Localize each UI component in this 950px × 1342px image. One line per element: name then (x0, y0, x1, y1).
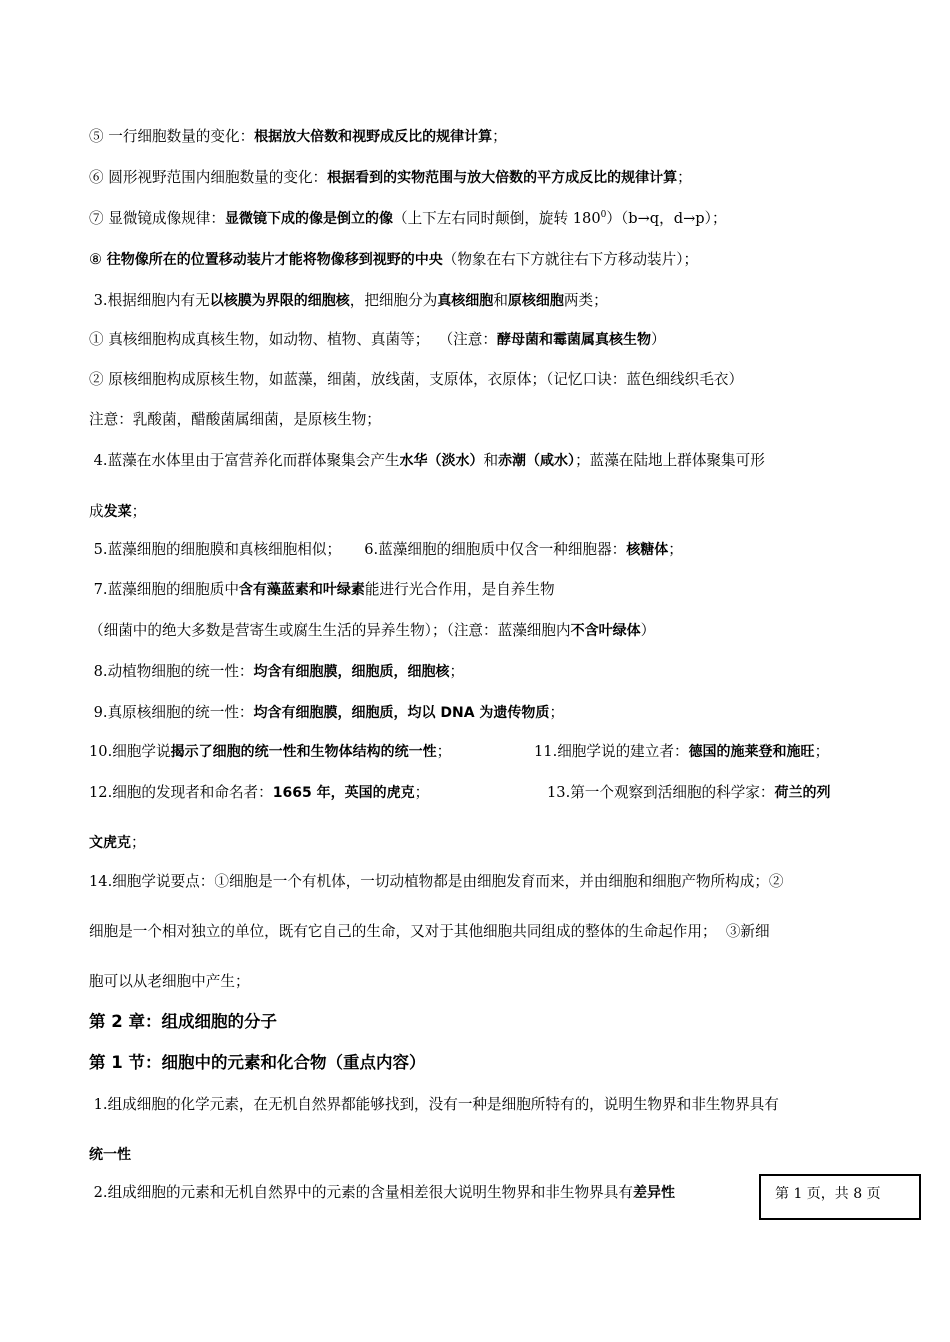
text: 11.细胞学说的建立者： (534, 743, 689, 760)
text: ； (436, 743, 452, 760)
text: 和 (483, 452, 499, 469)
text: 1.组成细胞的化学元素，在无机自然界都能够找到，没有一种是细胞所特有的，说明生物界和非生物界具有 (89, 1096, 779, 1113)
text: 两类； (563, 292, 608, 309)
text: 2.组成细胞的元素和无机自然界中的元素的含量相差很大说明生物界和非生物界具有 (89, 1184, 633, 1201)
text: （物象在右下方就往右下方移动装片）； (442, 251, 699, 268)
line (89, 922, 770, 942)
line (89, 250, 698, 270)
bold-text: 荷兰的列 (774, 785, 831, 801)
line (89, 872, 784, 892)
line (89, 410, 381, 430)
text: ⑦ 显微镜成像规律： (89, 210, 225, 227)
text: ； (549, 704, 565, 721)
bold-text: 均含有细胞膜，细胞质，细胞核 (253, 664, 450, 680)
text: 9.真原核细胞的统一性： (89, 704, 254, 721)
bold-text: 1665 年，英国的虎克 (272, 785, 415, 801)
bold-text: 德国的施莱登和施旺 (688, 744, 815, 760)
text: 注意：乳酸菌，醋酸菌属细菌，是原核生物； (89, 411, 381, 428)
text: 成 (89, 503, 104, 520)
text: （上下左右同时颠倒，旋转 180 (392, 210, 601, 227)
text: 3.根据细胞内有无 (89, 292, 210, 309)
text: ； (131, 834, 146, 851)
text: ； (492, 128, 507, 145)
text: ⑥ 圆形视野范围内细胞数量的变化： (89, 169, 328, 186)
text: ； (668, 541, 683, 558)
line (89, 209, 727, 229)
text: 胞可以从老细胞中产生； (89, 973, 250, 990)
text: ； (131, 503, 147, 520)
line (89, 972, 250, 992)
line (89, 1183, 675, 1203)
line (89, 621, 655, 641)
line (89, 742, 451, 762)
text: ，把细胞分为 (349, 292, 438, 309)
text: 7.蓝藻细胞的细胞质中 (89, 581, 239, 598)
bold-text: 往物像所在的位置移动装片才能将物像移到视野的中央 (106, 252, 443, 268)
text: ） (640, 622, 656, 639)
text: ； (677, 169, 692, 186)
text: ； (414, 784, 430, 801)
text: ） (650, 331, 666, 348)
line (89, 168, 692, 188)
text: 14.细胞学说要点：①细胞是一个有机体，一切动植物都是由细胞发育而来，并由细胞和细胞产物所构成；② (89, 873, 784, 890)
chapter-heading (89, 1012, 277, 1033)
text: ② 原核细胞构成原核生物，如蓝藻，细菌，放线菌，支原体，衣原体；（记忆口诀：蓝色细线织毛衣） (89, 371, 744, 388)
text: 细胞是一个相对独立的单位，既有它自己的生命，又对于其他细胞共同组成的整体的生命起作用； ③新细 (89, 923, 770, 940)
text: 和 (493, 292, 508, 309)
line (89, 1095, 779, 1115)
text: ）（b→q，d→p）； (606, 210, 727, 227)
bold-text: 根据看到的实物范围与放大倍数的平方成反比的规律计算 (327, 170, 678, 186)
line (89, 451, 765, 471)
text: ；蓝藻在陆地上群体聚集可形 (575, 452, 765, 469)
page-number-box (759, 1174, 921, 1220)
bold-text: 揭示了细胞的统一性和生物体结构的统一性 (170, 744, 437, 760)
text: 8.动植物细胞的统一性： (89, 663, 254, 680)
line (89, 580, 555, 600)
line (89, 833, 146, 853)
line (89, 783, 429, 803)
heading-text: 第 2 章：组成细胞的分子 (89, 1012, 277, 1031)
text: 5.蓝藻细胞的细胞膜和真核细胞相似； 6.蓝藻细胞的细胞质中仅含一种细胞器： (89, 541, 627, 558)
bold-text: 真核细胞 (437, 293, 494, 309)
bold-text: 根据放大倍数和视野成反比的规律计算 (254, 129, 493, 145)
text: （细菌中的绝大多数是营寄生或腐生生活的异养生物）；（注意：蓝藻细胞内 (89, 622, 571, 639)
line (89, 703, 564, 723)
bold-text: 统一性 (89, 1147, 131, 1163)
bold-text: 以核膜为界限的细胞核 (209, 293, 350, 309)
right-column-item (534, 742, 829, 762)
bold-text: 发菜 (103, 504, 132, 520)
text: 10.细胞学说 (89, 743, 171, 760)
text: 4.蓝藻在水体里由于富营养化而群体聚集会产生 (89, 452, 400, 469)
line (89, 330, 666, 350)
line (89, 370, 743, 390)
line (89, 662, 464, 682)
bold-text: 差异性 (632, 1185, 675, 1201)
text: 13.第一个观察到活细胞的科学家： (547, 784, 775, 801)
text: ① 真核细胞构成真核生物，如动物、植物、真菌等； （注意： (89, 331, 497, 348)
page-number: 第 1 页，共 8 页 (775, 1186, 881, 1202)
text: 12.细胞的发现者和命名者： (89, 784, 273, 801)
bold-text: 核糖体 (626, 542, 669, 558)
line (89, 502, 146, 522)
text: 能进行光合作用，是自养生物 (364, 581, 555, 598)
line (89, 540, 683, 560)
heading-text: 第 1 节：细胞中的元素和化合物（重点内容） (89, 1053, 426, 1072)
line (89, 1145, 131, 1165)
right-column-item (547, 783, 831, 803)
text: ⑤ 一行细胞数量的变化： (89, 128, 255, 145)
bold-text: 文虎克 (89, 835, 131, 851)
bold-text: 水华（淡水） (399, 453, 484, 469)
superscript: 0 (600, 210, 607, 221)
bold-text: 原核细胞 (507, 293, 564, 309)
bold-text: 含有藻蓝素和叶绿素 (238, 582, 365, 598)
bold-text: 不含叶绿体 (570, 623, 641, 639)
bold-text: 酵母菌和霉菌属真核生物 (496, 332, 651, 348)
bold-text: 均含有细胞膜，细胞质，均以 DNA 为遗传物质 (253, 705, 550, 721)
section-heading (89, 1053, 425, 1074)
text: ； (814, 743, 830, 760)
bold-text: 显微镜下成的像是倒立的像 (224, 211, 393, 227)
line (89, 127, 507, 147)
text: ⑧ (89, 251, 107, 268)
bold-text: 赤潮（咸水） (498, 453, 576, 469)
line (89, 291, 608, 311)
text: ； (449, 663, 465, 680)
